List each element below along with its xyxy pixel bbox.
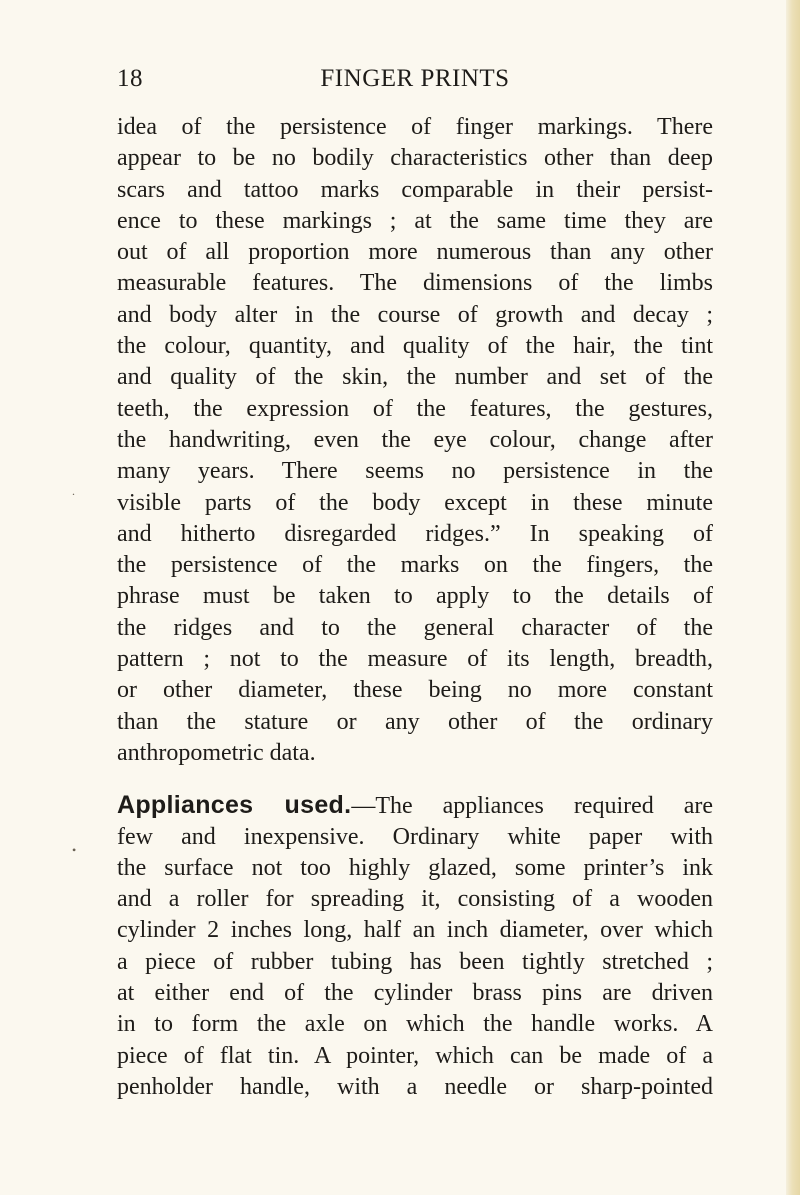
text-line: the persistence of the marks on the fingers, the [117, 552, 713, 579]
text-line: scars and tattoo marks comparable in their persist- [117, 176, 713, 203]
paragraph-gap [117, 769, 713, 790]
text-line: cylinder 2 inches long, half an inch diameter, over which [117, 917, 713, 944]
body-text [117, 112, 713, 1103]
text-line: the ridges and to the general character of the [117, 614, 713, 641]
running-head [117, 62, 713, 96]
paragraph-1 [117, 112, 713, 769]
text-line: the handwriting, even the eye colour, change after [117, 426, 713, 453]
text-line: the colour, quantity, and quality of the hair, the tint [117, 333, 713, 360]
text-line: piece of flat tin. A pointer, which can be made of a [117, 1042, 713, 1069]
text-line: than the stature or any other of the ordinary [117, 708, 713, 735]
text-line: appear to be no bodily characteristics other than deep [117, 145, 713, 172]
text-line: and hitherto disregarded ridges.” In speaking of [117, 520, 713, 547]
text-line: ence to these markings ; at the same time they are [117, 207, 713, 234]
text-line: at either end of the cylinder brass pins are driven [117, 980, 713, 1007]
text-line: and body alter in the course of growth and decay ; [117, 301, 713, 328]
heading-continuation: —The appliances required are [351, 793, 713, 820]
text-line: and a roller for spreading it, consisting of a wooden [117, 886, 713, 913]
text-line: out of all proportion more numerous than any other [117, 239, 713, 266]
text-line: few and inexpensive. Ordinary white paper with [117, 823, 713, 850]
text-line: penholder handle, with a needle or sharp-pointed [117, 1073, 713, 1100]
page-number: 18 [117, 65, 143, 92]
text-line: a piece of rubber tubing has been tightly stretched ; [117, 948, 713, 975]
margin-mark: . [72, 484, 75, 498]
paragraph-2 [117, 790, 713, 1103]
text-line: the surface not too highly glazed, some printer’s ink [117, 854, 713, 881]
text-line [117, 790, 713, 821]
text-line: visible parts of the body except in these minute [117, 489, 713, 516]
running-title: FINGER PRINTS [320, 65, 510, 92]
text-line: pattern ; not to the measure of its length, breadth, [117, 646, 713, 673]
text-line: in to form the axle on which the handle works. A [117, 1011, 713, 1038]
text-line: idea of the persistence of finger markings. There [117, 114, 713, 140]
margin-mark: • [72, 843, 77, 857]
text-line: measurable features. The dimensions of the limbs [117, 270, 713, 297]
section-heading: Appliances used. [117, 791, 352, 820]
page-edge [786, 0, 800, 1195]
text-line: anthropometric data. [117, 739, 316, 766]
text-line: many years. There seems no persistence in the [117, 458, 713, 485]
text-line: and quality of the skin, the number and set of the [117, 364, 713, 391]
text-line: phrase must be taken to apply to the details of [117, 583, 713, 610]
text-line: teeth, the expression of the features, the gestures, [117, 395, 713, 422]
text-line: or other diameter, these being no more constant [117, 677, 713, 704]
